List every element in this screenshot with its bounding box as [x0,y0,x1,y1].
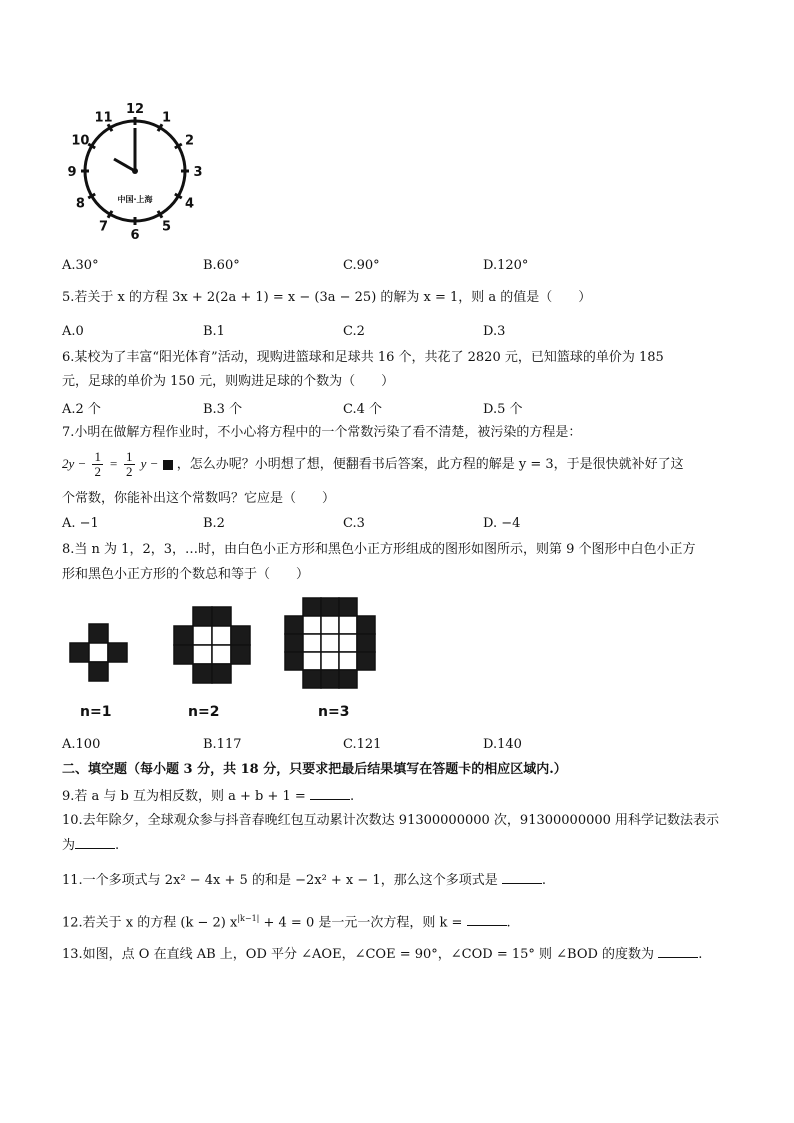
q10-answer-blank[interactable] [75,836,115,849]
clock-number: 7 [98,219,109,235]
q6-option-a[interactable]: A.2 个 [62,402,101,417]
black-square [174,626,193,645]
q7-eq-part2: = [109,456,118,471]
black-square [321,670,339,688]
clock-number: 9 [67,165,77,180]
clock-number: 2 [185,133,195,149]
q8-question-line1: 8.当 n 为 1，2，3，…时，由白色小正方形和黑色小正方形组成的图形如图所示，则第 9 个图形中白色小正方 [62,542,696,557]
clock-number: 3 [193,165,203,180]
black-square [108,643,127,662]
q5-option-a[interactable]: A.0 [62,324,84,339]
black-square [231,645,250,664]
clock-number: 5 [161,219,172,235]
q8-pattern-figure [60,590,390,700]
q6-option-b[interactable]: B.3 个 [203,402,243,417]
q8-option-a[interactable]: A.100 [62,737,101,752]
q5-option-d[interactable]: D.3 [483,324,506,339]
q13-answer-blank[interactable] [658,945,698,958]
black-square [89,624,108,643]
q12-answer-blank[interactable] [467,913,507,926]
black-square [321,598,339,616]
clock-number: 8 [75,196,85,212]
q6-option-c[interactable]: C.4 个 [343,402,383,417]
q7-fraction-2: $\frac{1}{2}$ [126,449,133,479]
q7-option-d[interactable]: D. −4 [483,516,521,531]
black-square [212,607,231,626]
q8-caption-n3: n=3 [318,704,350,720]
q6-option-d[interactable]: D.5 个 [483,402,523,417]
q7-equation-line [62,446,684,483]
q7-line2-rest: ，怎么办呢？小明想了想，便翻看书后答案，此方程的解是 y = 3，于是很快就补好了这 [176,457,684,472]
white-square [321,634,339,652]
q7-option-a[interactable]: A. −1 [62,516,99,531]
q4-option-d[interactable]: D.120° [483,258,529,273]
q12-exponent: |k−1| [237,914,260,923]
clock-number: 11 [94,110,113,126]
clock-number: 6 [130,228,140,243]
white-square [321,652,339,670]
smudge-square-icon [163,460,173,470]
black-square [357,652,375,670]
q8-option-b[interactable]: B.117 [203,737,242,752]
black-square [212,664,231,683]
clock-number: 4 [185,196,195,212]
q6-question-line1: 6.某校为了丰富“阳光体育”活动，现购进篮球和足球共 16 个，共花了 2820 元，已知篮球的单价为 185 [62,350,664,365]
q7-fraction-1: $\frac{1}{2}$ [94,449,101,479]
white-square [339,616,357,634]
black-square [285,616,303,634]
q5-option-b[interactable]: B.1 [203,324,225,339]
clock-number: 10 [71,133,90,149]
q4-option-b[interactable]: B.60° [203,258,240,273]
black-square [285,652,303,670]
q7-question-line1: 7.小明在做解方程作业时，不小心将方程中的一个常数污染了看不清楚，被污染的方程是： [62,425,582,440]
q7-eq-part1: 2y − [62,456,87,471]
black-square [339,598,357,616]
q7-eq-part3: y − [140,456,159,471]
q13-question: 13.如图，点 O 在直线 AB 上，OD 平分 ∠AOE，∠COE = 90°，∠COD = 15° 则 ∠BOD 的度数为 . [62,947,703,962]
q8-option-d[interactable]: D.140 [483,737,522,752]
q7-option-b[interactable]: B.2 [203,516,225,531]
q4-option-c[interactable]: C.90° [343,258,380,273]
white-square [89,643,108,662]
q7-question-line3: 个常数，你能补出这个常数吗？它应是（ ） [62,491,336,506]
black-square [303,598,321,616]
q8-option-c[interactable]: C.121 [343,737,382,752]
q10-question-line2: 为 . [62,838,120,853]
q8-question-line2: 形和黑色小正方形的个数总和等于（ ） [62,567,310,582]
q5-question: 5.若关于 x 的方程 3x + 2(2a + 1) = x − (3a − 25) 的解为 x = 1，则 a 的值是（ ） [62,290,592,305]
black-square [357,634,375,652]
q11-answer-blank[interactable] [502,871,542,884]
white-square [303,652,321,670]
section-2-heading: 二、填空题（每小题 3 分，共 18 分，只要求把最后结果填写在答题卡的相应区域内.） [62,762,567,777]
q9-question: 9.若 a 与 b 互为相反数，则 a + b + 1 = . [62,789,355,804]
q8-caption-n1: n=1 [80,704,112,720]
black-square [193,664,212,683]
white-square [321,616,339,634]
white-square [193,645,212,664]
white-square [339,634,357,652]
black-square [285,634,303,652]
clock-number: 1 [161,110,172,126]
black-square [193,607,212,626]
q11-question: 11.一个多项式与 2x² − 4x + 5 的和是 −2x² + x − 1，那么这个多项式是 . [62,873,546,888]
clock-hour-hand [114,159,135,171]
white-square [303,634,321,652]
clock-brand-label: 中国·上海 [117,195,153,204]
black-square [339,670,357,688]
clock-number: 12 [125,102,145,117]
black-square [303,670,321,688]
black-square [174,645,193,664]
q7-option-c[interactable]: C.3 [343,516,365,531]
black-square [89,662,108,681]
white-square [339,652,357,670]
q8-caption-n2: n=2 [188,704,220,720]
q5-option-c[interactable]: C.2 [343,324,365,339]
white-square [303,616,321,634]
q6-question-line2: 元，足球的单价为 150 元，则购进足球的个数为（ ） [62,374,395,389]
white-square [193,626,212,645]
clock-figure [67,96,203,246]
white-square [212,626,231,645]
q12-question: 12.若关于 x 的方程 (k − 2) $x^{|k-1|} + 4 = 0$ 是一元一次方程，则 k = . [62,914,511,931]
q10-question-line1: 10.去年除夕，全球观众参与抖音春晚红包互动累计次数达 91300000000 次，91300000000 用科学记数法表示 [62,813,720,828]
white-square [212,645,231,664]
black-square [357,616,375,634]
q9-answer-blank[interactable] [310,787,350,800]
black-square [70,643,89,662]
q4-option-a[interactable]: A.30° [62,258,99,273]
black-square [231,626,250,645]
